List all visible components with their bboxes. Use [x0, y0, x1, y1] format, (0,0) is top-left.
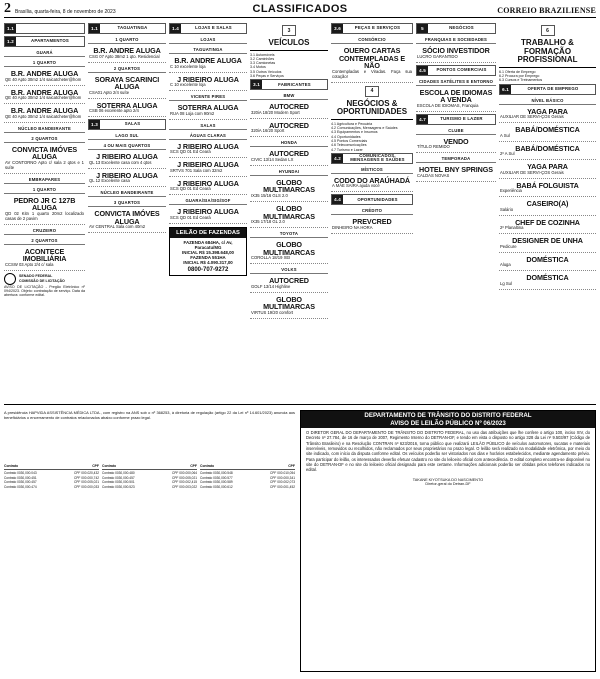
- classified-ad[interactable]: GLOBO MULTIMARCAS IX35 15/16 GLS 2.0: [250, 178, 328, 202]
- classified-ad[interactable]: VENDO TÍTULO REMIDO: [416, 137, 496, 154]
- detran-title: DEPARTAMENTO DE TRÂNSITO DO DISTRITO FEDERAL AVISO DE LEILÃO PÚBLICO Nº 06/2023: [301, 411, 595, 428]
- table-header-cell: CPF: [92, 464, 99, 468]
- classified-ad[interactable]: BABÁ/DOMÉSTICA 2º A Sul: [499, 144, 596, 161]
- table-column: [102, 464, 197, 672]
- classified-ad[interactable]: DESIGNER DE UNHA Pedicure: [499, 236, 596, 253]
- section-menu: 4.1 Agricultura e Pecuária 4.2 Comunicações, Mensagens e Saúdes 4.3 Equipamentos e Insumos 4.4 Oportunidades 4.5 Pontos Comerciais 4.6 Telecomunicações 4.7 Turismo e Lazer: [331, 121, 398, 152]
- classified-ad[interactable]: J RIBEIRO ALUGA QL 13 Excelente casa com 4 qtos: [88, 152, 166, 169]
- classified-ad[interactable]: J RIBEIRO ALUGA SCS QD 01 Ed Ceará: [169, 142, 247, 159]
- table-cell: CPF 000.000,033: [74, 484, 99, 489]
- section-divider: [4, 404, 596, 405]
- table-cell: Contrato 0030,000.501: [102, 480, 135, 485]
- auction-phone[interactable]: 0800-707-9272: [187, 266, 229, 273]
- classified-ad[interactable]: B.R. ANDRE ALUGA QE 40 Apto 30m2 1/4 saicatcheter@hom: [4, 69, 85, 86]
- classified-ad[interactable]: BABÁ/DOMÉSTICA A Sul: [499, 125, 596, 142]
- classified-ad[interactable]: AUTOCRED 320iA 18/20 Modern Sport: [250, 102, 328, 119]
- subcategory: NÚCLEO BANDEIRANTE: [4, 125, 85, 133]
- subcategory: LOJAS: [169, 36, 247, 44]
- subcategory: GUARÁ: [4, 49, 85, 57]
- subcategory: TOYOTA: [250, 230, 328, 238]
- table-cell: CPF 000.002,073: [270, 480, 295, 485]
- category-header: 4.5 PONTOS COMERCIAIS: [416, 65, 496, 76]
- subcategory: HYUNDAI: [250, 168, 328, 176]
- classified-ad[interactable]: B.R. ANDRE ALUGA QE 40 Apto 30m2 1/4 saicatcheter@hom: [4, 106, 85, 123]
- classified-ad[interactable]: CASEIRO(A) Salário: [499, 199, 596, 216]
- classified-ad[interactable]: OUERO CARTAS CONTEMPLADAS E NÃO Contempladas e Viradas. Faça sua cotação!: [331, 46, 413, 83]
- page-header: [4, 3, 596, 18]
- subcategory: 1 QUARTO: [4, 186, 85, 194]
- table-cell: CPF 000.005,021: [172, 475, 197, 480]
- senate-seal-icon: [4, 273, 16, 285]
- table-column: [4, 464, 99, 672]
- subcategory: CRUZEIRO: [4, 227, 85, 235]
- classified-ad[interactable]: DOMÉSTICA Aluga: [499, 255, 596, 272]
- classified-ad[interactable]: HOTEL BNY SPRINGS CALDAS NOVAS: [416, 165, 496, 182]
- classified-ad[interactable]: GLOBO MULTIMARCAS VIRTUS 19/20 comfort: [250, 295, 328, 319]
- classified-ad[interactable]: B.R. ANDRE ALUGA CSG 07 Apto 38m2 1 qto. Residencial: [88, 46, 166, 63]
- subcategory: GUARA/SIA/SIG/SOF: [169, 197, 247, 205]
- table-header-cell: CPF: [190, 464, 197, 468]
- classified-ad[interactable]: CHEF DE COZINHA 2º Planaltina: [499, 218, 596, 235]
- classified-ad[interactable]: SÓCIO INVESTIDOR LUCRO GARANTIDO: [416, 46, 496, 63]
- subcategory: MÍSTICOS: [331, 166, 413, 174]
- section-title-vehicles: VEÍCULOS: [250, 38, 328, 51]
- subcategory: 3 QUARTOS: [88, 199, 166, 207]
- subcategory: HONDA: [250, 139, 328, 147]
- category-header: 3.6 PEÇAS E SERVIÇOS: [331, 23, 413, 34]
- column-3: [169, 22, 247, 399]
- classified-ad[interactable]: J RIBEIRO ALUGA SCS QD 01 Ed Ceará: [169, 207, 247, 224]
- table-header-cell: Contrato: [102, 464, 117, 468]
- classified-ad[interactable]: ACONTECE IMOBILIÁRIA CCSW 03 Apto 2/4 c/ sala: [4, 247, 85, 271]
- category-header: 6.1 OFERTA DE EMPREGO: [499, 84, 596, 95]
- contract-table: [4, 464, 295, 672]
- classified-ad[interactable]: B.R. ANDRE ALUGA QE 40 Apto 30m2 1/4 saicatcheter@hom: [4, 88, 85, 105]
- table-column: [200, 464, 295, 672]
- category-header: 5 NEGÓCIOS: [416, 23, 496, 34]
- section-title: CLASSIFICADOS: [252, 3, 348, 15]
- hapvida-notice-text: A presidência HAPVIDA ASSISTÊNCIA MÉDICA LTDA., com registro na ANS sob o nº 368253, à diretoria de regulação (artigo 22 da Lei nº 14.601/2023) anuncia aos beneficiários o encerramento de contratos relacionados abaixo conforme prazo legal.: [4, 410, 295, 421]
- table-cell: Contrato 0030,000.577: [200, 475, 233, 480]
- column-7: [499, 22, 596, 426]
- table-header: [200, 464, 295, 470]
- senate-notice: SENADO FEDERAL COMISSÃO DE LICITAÇÃO: [4, 273, 85, 285]
- table-cell: CPF 000.020,432: [74, 471, 99, 475]
- detran-body: O DIRETOR GERAL DO DEPARTAMENTO DE TRÂNSITO DO DISTRITO FEDERAL, no uso das atribuições que lhe confere o artigo 100, inciso XIV, do Decreto nº 27.784, de 16 de março de 2007, Regimento Interno do DETRAN-DF, e tendo em vista o disposto no artigo 328 da Lei nº 9.503/97 (Código de Trânsito Brasileiro) e na Resolução CONTRAN nº 623/2016, torna público que realizará LEILÃO PÚBLICO de veículos automotores, sucatas e materiais inservíveis, removidos ou recolhidos, não reclamados por seus proprietários no prazo legal. O leilão será realizado na modalidade eletrônica, por meio do site indicado, com início da disputa conforme edital. Os veículos poderão ser vistoriados nos dias e horários estabelecidos, mediante agendamento prévio. Para participar do leilão, os interessados deverão efetuar cadastro no site do leiloeiro oficial com antecedência. O edital completo encontra-se disponível no site do DETRAN-DF e no site do leiloeiro oficial designado para este certame. Informações adicionais poderão ser obtidas pelos telefones indicados no edital.: [306, 430, 590, 473]
- farm-auction-ad[interactable]: LEILÃO DE FAZENDAS FAZENDA 684HA, c/ Av, Paracatu/MG INICIAL R$ 15.398.648,00 FAZENDA 551HA INICIAL R$ 4.090.317,00 0800-707-9272: [169, 227, 247, 276]
- category-header: 1.2 APARTAMENTOS: [4, 36, 85, 47]
- category-header: 1.1 TAGUATINGA: [88, 23, 166, 34]
- table-cell: Contrato 0030,000.457: [4, 480, 37, 485]
- table-row: [200, 485, 295, 490]
- subcategory: CIDADES SATÉLITES E ENTORNO: [416, 78, 496, 86]
- table-cell: CPF 000.000,742: [74, 475, 99, 480]
- column-5: [331, 22, 413, 399]
- column-4: [250, 22, 328, 399]
- classified-ad[interactable]: BABÁ FOLGUISTA Experiência: [499, 181, 596, 198]
- classified-ad[interactable]: CONVICTA IMÓVES ALUGA AV CONTORNO Apto c/ sala 2 qtos e 1 suíte: [4, 145, 85, 174]
- section-title-work: TRABALHO & FORMAÇÃO PROFISSIONAL: [499, 38, 596, 68]
- classified-ad[interactable]: AUTOCRED 320iA 16/20 Sport: [250, 121, 328, 138]
- detran-signature: TAKANE KIYOTSUKA DO NASCIMENTO Diretor-geral do Detran-DF: [412, 477, 484, 487]
- page-date: Brasília, quarta-feira, 8 de novembro de 2023: [15, 9, 116, 15]
- subcategory: NÚCLEO BANDEIRANTE: [88, 189, 166, 197]
- section-number: 6: [541, 25, 555, 36]
- subcategory: 1 QUARTO: [4, 59, 85, 67]
- classified-ad[interactable]: J RIBEIRO ALUGA SRTVS 701 Sala com 32m2: [169, 160, 247, 177]
- classified-ad[interactable]: YAGA PARA AUXILIAR DE SERVI-ÇOS Gerais: [499, 107, 596, 124]
- classified-ad[interactable]: J RIBEIRO ALUGA C 10 excelente loja: [169, 75, 247, 92]
- subcategory: 4 OU MAIS QUARTOS: [88, 142, 166, 150]
- subcategory: CONSÓRCIO: [331, 36, 413, 44]
- subcategory: TEMPORADA: [416, 155, 496, 163]
- table-cell: Contrato 0030,000.480: [102, 471, 135, 475]
- section-menu: 3.1 Automóveis 3.2 Caminhões 3.3 Camionetas 3.4 Motos 3.5 Outros Veículos 3.6 Peças e Serviços: [250, 52, 284, 79]
- subcategory: FRANQUIAS E SOCIEDADES: [416, 36, 496, 44]
- subcategory: TAGUATINGA: [169, 46, 247, 54]
- subcategory: VICENTE PIRES: [169, 93, 247, 101]
- table-header-cell: CPF: [288, 464, 295, 468]
- subcategory: 1 QUARTO: [88, 36, 166, 44]
- classified-ad[interactable]: YAGA PARA AUXILIAR DE SERVI-ÇOS Gerais: [499, 162, 596, 179]
- brand-name: CORREIO BRAZILIENSE: [497, 6, 596, 15]
- table-header: [4, 464, 99, 470]
- table-cell: Contrato 0030,000.451: [4, 475, 37, 480]
- classified-ad[interactable]: ESCOLA DE IDIOMAS A VENDA ESCOLA DE IDIOMAS, Franquia: [416, 88, 496, 112]
- table-header-cell: Contrato: [4, 464, 19, 468]
- subcategory: CLUBE: [416, 127, 496, 135]
- subcategory: VOLKS: [250, 266, 328, 274]
- classified-ad[interactable]: CODO DO ARAÚHADÁ A MÃE SAÍRA ajuda você: [331, 176, 413, 193]
- column-6: [416, 22, 496, 399]
- table-cell: CPF 000.002,415: [172, 480, 197, 485]
- table-cell: CPF 000.010,054: [270, 471, 295, 475]
- page-number: 2: [4, 1, 11, 16]
- category-header: 4.4 OPORTUNIDADES: [331, 194, 413, 205]
- subcategory: BMW: [250, 92, 328, 100]
- detran-auction-notice: [300, 410, 596, 672]
- subcategory: ÁGUAS CLARAS: [169, 132, 247, 140]
- classified-ad[interactable]: CONVICTA IMÓVES ALUGA AV CENTRAL Sala com 40m2: [88, 209, 166, 233]
- table-cell: CPF 000.001,452: [270, 484, 295, 489]
- table-cell: Contrato 0030,000.457: [102, 475, 135, 480]
- subcategory: 2 QUARTOS: [4, 135, 85, 143]
- section-number: 4: [365, 86, 379, 97]
- category-header: 3.1 FABRICANTES: [250, 79, 328, 90]
- classified-ad[interactable]: PEDRO JR C 127B ALUGA QD 02 Kitn 1 quarto 20m2 localizado casas de 2 pavim: [4, 196, 85, 225]
- classified-ad[interactable]: B.R. ANDRE ALUGA C 10 excelente loja: [169, 56, 247, 73]
- table-cell: Contrato 0030,000.043: [4, 471, 37, 475]
- classified-ad[interactable]: J RIBEIRO ALUGA SCS QD 01 Ed Ceará: [169, 179, 247, 196]
- classified-ad[interactable]: SOTERRA ALUGA CSB 06 excelente apto 2/4: [88, 101, 166, 118]
- subcategory: 2 QUARTOS: [88, 65, 166, 73]
- column-1: [4, 22, 85, 399]
- table-row: [4, 485, 99, 490]
- table-cell: Contrato 0030,000.589: [200, 480, 233, 485]
- subcategory: LAGO SUL: [88, 132, 166, 140]
- table-cell: Contrato 0030,000.474: [4, 484, 37, 489]
- subcategory: EMBRAPARES: [4, 176, 85, 184]
- notice-body: AVISO DE LICITAÇÃO - Pregão Eletrônico nº 094/2023. Objeto: contratação de serviço. Data da abertura: conforme edital.: [4, 284, 85, 298]
- category-header: 4.7 TURISMO E LAZER: [416, 114, 496, 125]
- section-title-business: NEGÓCIOS & OPORTUNIDADES: [331, 99, 413, 120]
- classified-ad[interactable]: GLOBO MULTIMARCAS COROLLA 18/19 XEI: [250, 240, 328, 264]
- section-menu: 6.1 Oferta de Emprego 6.2 Procura por Emprego 6.3 Cursos e Treinamentos: [499, 69, 543, 83]
- table-cell: Contrato 0030,000.548: [200, 471, 233, 475]
- category-header: 1.1: [4, 23, 85, 34]
- table-cell: Contrato 0030,000.612: [200, 484, 233, 489]
- category-header: 1.3 SALAS: [88, 119, 166, 130]
- classified-ad[interactable]: GLOBO MULTIMARCAS IX35 17/18 GL 2.0: [250, 204, 328, 228]
- category-header: 1.4 LOJAS E SALAS: [169, 23, 247, 34]
- subcategory: SALAS: [169, 122, 247, 130]
- classified-ad[interactable]: SORAYA SCARINCI ALUGA CSA01 Apto 2/4 suíte: [88, 75, 166, 99]
- table-cell: CPF 000.000,064: [172, 471, 197, 475]
- table-cell: CPF 000.003,022: [172, 484, 197, 489]
- category-header: 4.2 COMUNICADOS, MENSAGENS E SAÚDES: [331, 153, 413, 164]
- table-header-cell: Contrato: [200, 464, 215, 468]
- section-number: 3: [282, 25, 296, 36]
- subcategory: CRÉDITO: [331, 207, 413, 215]
- classified-ad[interactable]: DOMÉSTICA Lg Sul: [499, 273, 596, 290]
- classified-ad[interactable]: J RIBEIRO ALUGA QL 12 Excelente casa: [88, 171, 166, 188]
- column-2: [88, 22, 166, 399]
- classified-ad[interactable]: AUTOCRED GOLF 13/14 Highline: [250, 276, 328, 293]
- table-cell: CPF 000.000,341: [270, 475, 295, 480]
- table-header: [102, 464, 197, 470]
- table-cell: Contrato 0030,000.523: [102, 484, 135, 489]
- table-row: [102, 485, 197, 490]
- subcategory: 2 QUARTOS: [4, 237, 85, 245]
- table-cell: CPF 000.005,021: [74, 480, 99, 485]
- classified-ad[interactable]: AUTOCRED CIVIC 13/14 Sedan LX: [250, 149, 328, 166]
- classified-ad[interactable]: SOTERRA ALUGA RUA 08 Loja com 90m2: [169, 103, 247, 120]
- classified-ad[interactable]: PREVCRED DINHEIRO NA HORA: [331, 217, 413, 234]
- subcategory: NÍVEL BÁSICO: [499, 97, 596, 105]
